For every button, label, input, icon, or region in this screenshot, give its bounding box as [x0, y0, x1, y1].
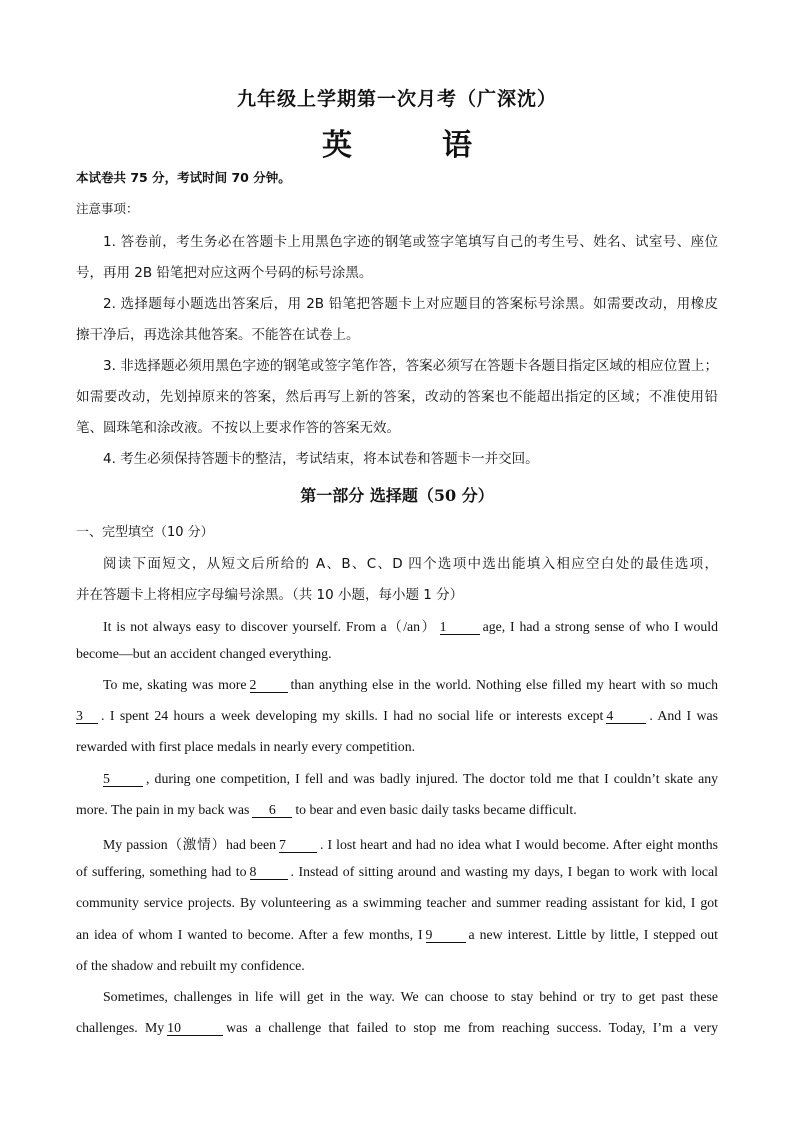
- blank-1: 1: [440, 620, 480, 635]
- notice-2-line-1: 2. 选择题每小题选出答案后，用 2B 铅笔把答题卡上对应题目的答案标号涂黑。如需要改动，用橡皮: [103, 296, 718, 312]
- notice-heading: 注意事项：: [76, 201, 139, 216]
- directions-line-2: 并在答题卡上将相应字母编号涂黑。（共 10 小题，每小题 1 分）: [76, 587, 464, 603]
- blank-10: 10: [167, 1021, 223, 1036]
- blank-8: 8: [250, 865, 288, 880]
- blank-3: 3: [76, 709, 98, 724]
- notice-2-line-2: 擦干净后，再选涂其他答案。不能答在试卷上。: [76, 327, 360, 343]
- blank-5: 5: [103, 772, 143, 787]
- blank-2: 2: [250, 678, 288, 693]
- passage-line-7: more. The pain in my back was 6 to bear and even basic daily tasks became difficult.: [76, 802, 577, 817]
- score-time-note: 本试卷共 75 分，考试时间 70 分钟。: [76, 170, 291, 185]
- directions-line-1: 阅读下面短文，从短文后所给的 A、B、C、D 四个选项中选出能填入相应空白处的最佳选项，: [103, 556, 718, 572]
- notice-1-line-1: 1. 答卷前，考生务必在答题卡上用黑色字迹的钢笔或签字笔填写自己的考生号、姓名、试室号、座位: [103, 234, 718, 250]
- notice-4: 4. 考生必须保持答题卡的整洁，考试结束，将本试卷和答题卡一并交回。: [103, 451, 539, 467]
- cloze-section-title: 一、完型填空（10 分）: [76, 525, 214, 540]
- notice-1-line-2: 号，再用 2B 铅笔把对应这两个号码的标号涂黑。: [76, 265, 373, 281]
- blank-6: 6: [252, 803, 292, 818]
- passage-line-14: challenges. My 10 was a challenge that failed to stop me from reaching success. Today, I’m a very: [76, 1020, 718, 1035]
- passage-line-5: rewarded with first place medals in nearly every competition.: [76, 739, 416, 754]
- passage-line-12: of the shadow and rebuilt my confidence.: [76, 958, 305, 973]
- passage-line-3: To me, skating was more 2 than anything else in the world. Nothing else filled my heart with so much: [103, 677, 719, 692]
- notice-3-line-3: 笔、圆珠笔和涂改液。不按以上要求作答的答案无效。: [76, 420, 400, 436]
- notice-3-line-1: 3. 非选择题必须用黑色字迹的钢笔或签字笔作答，答案必须写在答题卡各题目指定区域的相应位置上；: [103, 358, 718, 374]
- passage-line-11: an idea of whom I wanted to become. After a few months, I 9 a new interest. Little by little, I stepped out: [76, 927, 718, 942]
- passage-line-4: 3 . I spent 24 hours a week developing my skills. I had no social life or interests except 4 . And I was: [76, 708, 718, 723]
- part-one-title: 第一部分 选择题（50 分）: [300, 486, 494, 505]
- exam-title: 九年级上学期第一次月考（广深沈）: [236, 88, 557, 110]
- blank-4: 4: [606, 709, 646, 724]
- notice-3-line-2: 如需要改动，先划掉原来的答案，然后再写上新的答案，改动的答案也不能超出指定的区域；不准使用铅: [76, 389, 718, 405]
- passage-line-8: My passion（激情）had been 7 . I lost heart and had no idea what I would become. After eight months: [103, 837, 719, 852]
- blank-9: 9: [426, 928, 466, 943]
- passage-line-2: become—but an accident changed everything.: [76, 646, 332, 661]
- subject-title: 英 语: [322, 128, 502, 163]
- passage-line-13: Sometimes, challenges in life will get in the way. We can choose to stay behind or try to get past these: [103, 989, 718, 1004]
- passage-line-6: 5 , during one competition, I fell and was badly injured. The doctor told me that I couldn’t skate any: [103, 771, 718, 786]
- blank-7: 7: [279, 838, 317, 853]
- passage-line-1: It is not always easy to discover yourself. From a（/an） 1 age, I had a strong sense of who I would: [103, 619, 718, 634]
- passage-line-9: of suffering, something had to 8 . Instead of sitting around and wasting my days, I began to work with local: [76, 864, 718, 879]
- passage-line-10: community service projects. By volunteering as a swimming teacher and summer reading assistant for kid, I got: [76, 895, 718, 910]
